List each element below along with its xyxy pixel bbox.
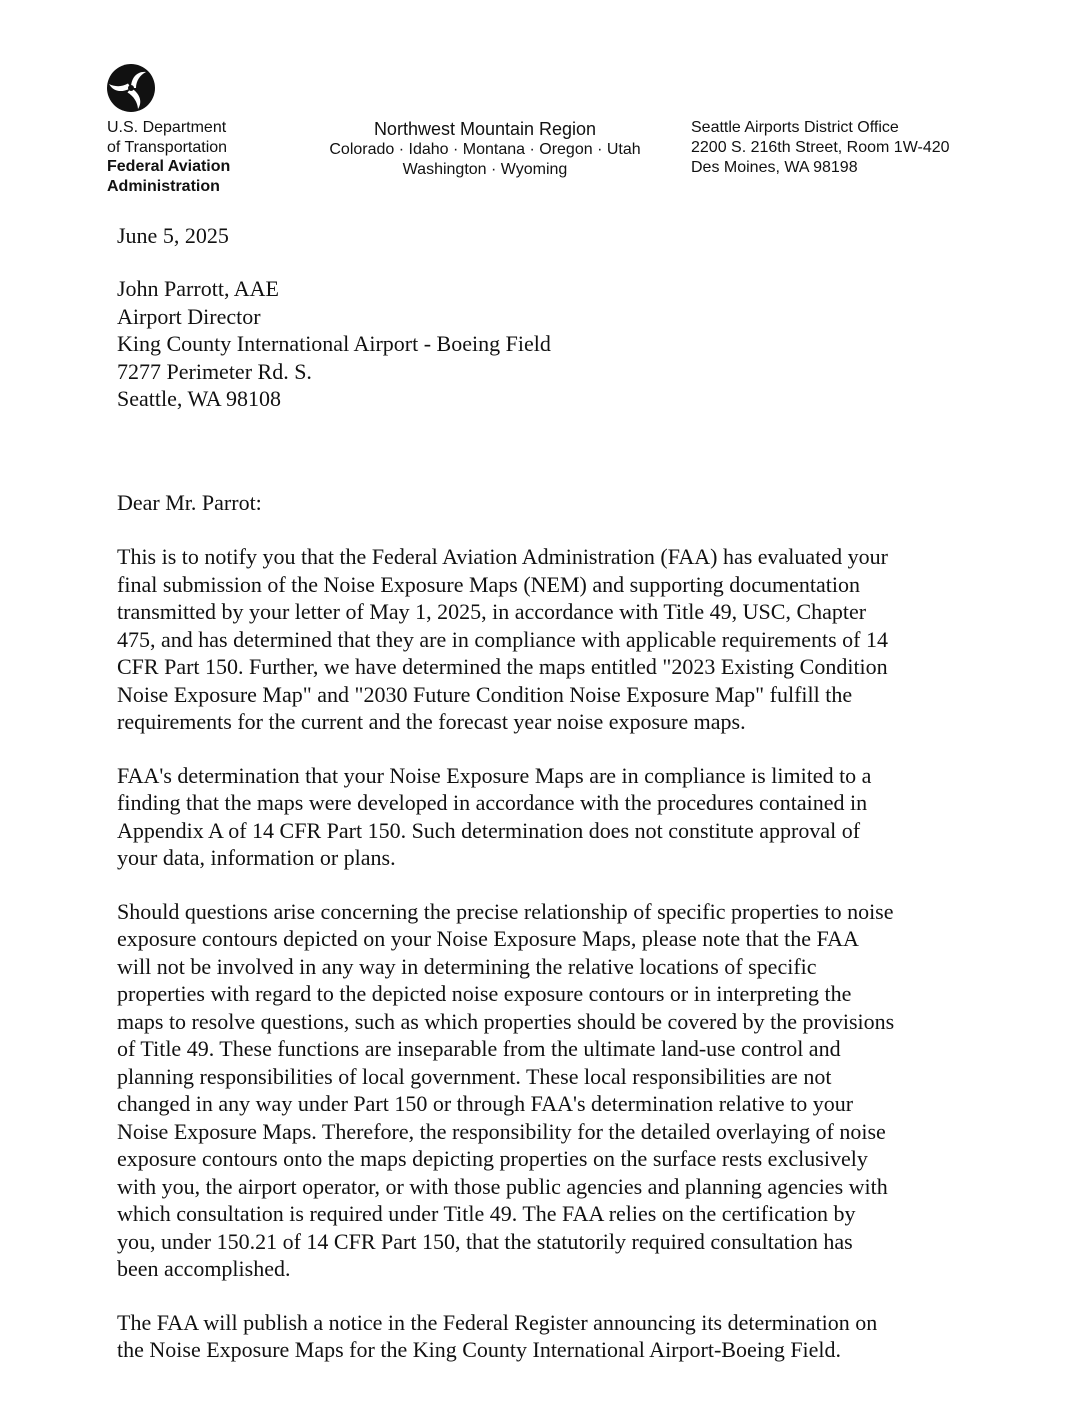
body-line: Should questions arise concerning the precise relationship of specific properties to noise bbox=[117, 898, 894, 924]
recipient-line: King County International Airport - Boeing Field bbox=[117, 331, 551, 356]
region-states-line-2: Washington · Wyoming bbox=[402, 160, 568, 178]
body-line: changed in any way under Part 150 or through FAA's determination relative to your bbox=[117, 1091, 854, 1116]
department-line-3: Federal Aviation bbox=[107, 158, 231, 175]
dot-triskelion-logo-icon bbox=[106, 63, 156, 113]
body-paragraph bbox=[117, 543, 977, 736]
body-line: Appendix A of 14 CFR Part 150. Such determination does not constitute approval of bbox=[117, 817, 861, 843]
letter-date: June 5, 2025 bbox=[117, 223, 229, 248]
body-line: properties with regard to the depicted noise exposure contours or in interpreting the bbox=[117, 981, 852, 1006]
body-paragraph bbox=[117, 1309, 977, 1364]
body-line: the Noise Exposure Maps for the King County International Airport-Boeing Field. bbox=[117, 1337, 842, 1362]
region-name: Northwest Mountain Region bbox=[373, 119, 597, 139]
body-line: requirements for the current and the forecast year noise exposure maps. bbox=[117, 709, 746, 734]
body-line: planning responsibilities of local government. These local responsibilities are not bbox=[117, 1063, 832, 1089]
body-line: FAA's determination that your Noise Exposure Maps are in compliance is limited to a bbox=[117, 762, 872, 788]
body-line: CFR Part 150. Further, we have determined the maps entitled "2023 Existing Condition bbox=[117, 654, 888, 679]
body-line: finding that the maps were developed in accordance with the procedures contained in bbox=[117, 790, 868, 815]
salutation: Dear Mr. Parrot: bbox=[117, 490, 262, 515]
office-name: Seattle Airports District Office bbox=[691, 119, 899, 136]
department-line-2: of Transportation bbox=[107, 138, 228, 156]
body-line: exposure contours onto the maps depicting properties on the surface rests exclusively bbox=[117, 1146, 868, 1171]
body-paragraph bbox=[117, 762, 977, 872]
recipient-line: 7277 Perimeter Rd. S. bbox=[117, 358, 312, 384]
body-line: final submission of the Noise Exposure Maps (NEM) and supporting documentation bbox=[117, 571, 861, 597]
region-states-line-1: Colorado · Idaho · Montana · Oregon · Utah bbox=[329, 141, 641, 158]
recipient-address bbox=[117, 275, 977, 413]
body-line: maps to resolve questions, such as which properties should be covered by the provisions bbox=[117, 1008, 895, 1034]
department-block bbox=[107, 118, 230, 196]
body-line: been accomplished. bbox=[117, 1256, 291, 1281]
department-line-4: Administration bbox=[107, 177, 220, 195]
region-block bbox=[300, 118, 670, 179]
department-line-1: U.S. Department bbox=[107, 119, 227, 136]
body-line: 475, and has determined that they are in compliance with applicable requirements of 14 bbox=[117, 626, 888, 652]
body-line: Noise Exposure Maps. Therefore, the responsibility for the detailed overlaying of noise bbox=[117, 1118, 886, 1144]
body-line: exposure contours depicted on your Noise Exposure Maps, please note that the FAA bbox=[117, 926, 859, 951]
letter-body bbox=[117, 543, 977, 1390]
office-street: 2200 S. 216th Street, Room 1W-420 bbox=[691, 139, 950, 156]
body-line: The FAA will publish a notice in the Federal Register announcing its determination on bbox=[117, 1309, 878, 1335]
body-line: of Title 49. These functions are inseparable from the ultimate land-use control and bbox=[117, 1036, 841, 1061]
body-line: your data, information or plans. bbox=[117, 845, 396, 870]
body-line: which consultation is required under Title 49. The FAA relies on the certification by bbox=[117, 1201, 856, 1226]
body-line: with you, the airport operator, or with those public agencies and planning agencies with bbox=[117, 1173, 888, 1199]
body-line: transmitted by your letter of May 1, 2025, in accordance with Title 49, USC, Chapter bbox=[117, 599, 867, 624]
recipient-line: Airport Director bbox=[117, 303, 261, 329]
body-line: will not be involved in any way in determining the relative locations of specific bbox=[117, 953, 817, 979]
body-line: you, under 150.21 of 14 CFR Part 150, that the statutorily required consultation has bbox=[117, 1228, 853, 1254]
recipient-line: John Parrott, AAE bbox=[117, 276, 279, 301]
body-paragraph bbox=[117, 898, 977, 1283]
office-city: Des Moines, WA 98198 bbox=[691, 159, 858, 176]
recipient-line: Seattle, WA 98108 bbox=[117, 386, 281, 411]
office-address-block bbox=[691, 118, 950, 178]
body-line: Noise Exposure Map" and "2030 Future Condition Noise Exposure Map" fulfill the bbox=[117, 681, 853, 707]
body-line: This is to notify you that the Federal Aviation Administration (FAA) has evaluated your bbox=[117, 544, 888, 569]
